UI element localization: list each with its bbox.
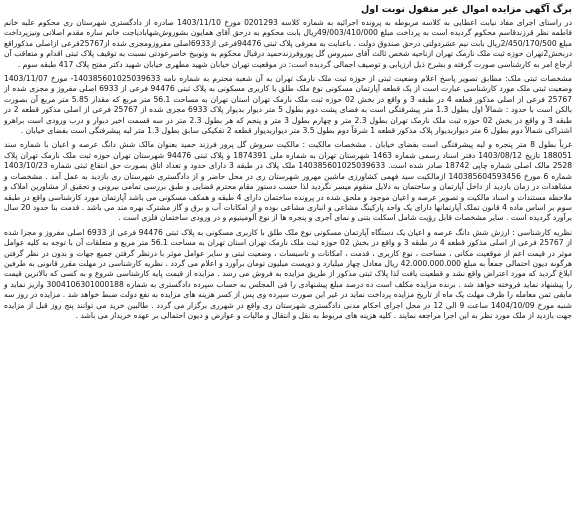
notice-paragraph: در راستای اجرای مفاد نیابت اعطایی به کلاسه مربوطه به پرونده اجرائیه به شماره کلاسه 0201293 مورخ 1403/11/10 صادره از دادگستری شهرستان ری محکوم علیه خانم فاطمه نظر قرزندقاسم محکوم گردیده است به پرداخت مبلغ 49/003/410/000ریال بابت محکوم به درحق آقای همایون بشوروش‌شهابادیاجت خانم ساره مقدم اصلانی ونیزپرداخت مبلغ 2/450/170/500ریال بابت نیم عشردولتی درحق صندوق دولت . باعنایت به معرفی پلاک ثبتی 94476فرعی از6933اصلی مفروزومجزی شده از25767فرعی ازاصلی مذکوراقع دربخش2تهران حوزه ثبت ملک نارمک تهران ازناحیه شخص ثالث آقای سیروس گل پوروفرزندحمید درقبال محکوم به وتوبیخ خاصرعودتی نسبت به توقیف پلاک ثبتی اقدام و متعاقب آن ارجاع امر به کارشناسی صورت گرفته و بشرح ذیل ارزیابی و توصیف اجمالی گردیده است: در موقعیت تهران خیابان شهید مطهری خیابان شهید دکتر مفتح پلاک 417 طبقه سوم . <box>4 18 572 69</box>
notice-paragraph: مشخصات ثبتی ملک: مطابق تصویر پاسخ اعلام وضعیت ثبتی از حوزه ثبت ملک نارمک تهران به آن شعبه محترم به شماره نامه 140385601025039633- مورخ 1403/11/07 وضعیت ثبتی ملک مورد کارشناسی عبارت است از یک قطعه آپارتمان مسکونی نوع ملک طلق با کاربری مسکونی به پلاک ثبتی 94476 فرعی از 6933 اصلی مفروز و مجزی شده از 25767 فرعی از اصلی مذکور قطعه 4 در طبقه 3 و واقع در بخش 02 حوزه ثبت ملک نارمک تهران استان تهران به مساحت 56.1 متر مربع که مقدار 5.85 متر مربع آن بصورت بالکن است با حدود : شمالاً اول بطول 1.3 متر پیشرفتگی است به فضای پشت دوم بطول 5 متر دیوار بدیوار پلاک 6933 مجزی شده از 25767 فرعی از اصلی مذکور قطعه 2 در طبقه 3 و واقع در بخش 02 حوزه ثبت ملک نارمک تهران بطول 2.3 متر و چهارم بطول 3 متر و پنجم که هر بطول 2.3 متر در سه قسمت اخیر دیوار و درب ورودی است براهرو اشتراکی شمالاً دوم بطول 6 متر دیواربدیوار پلاک مذکور قطعه 1 شرقاً دوم بطول 3.5 متر دیواربدیوار قطعه 2 تفکیکی سابق بطول 1.3 متر لبه پیشرفتگی است بفضای خیابان . <box>4 74 573 136</box>
notice-paragraph: غرباً بطول 8 متر پنجره و لبه پیشرفتگی است بفضای خیابان . مشخصات مالکیت : مالکیت سروش گل پرور فرزند حمید بعنوان مالک شش دانگ عرصه و اعیان با شماره سند 188051 تاریخ 1403/08/12 دفتر اسناد رسمی شماره 1463 شهرستان تهران به شماره ملی 1874391 و پلاک ثبتی 94476 شهرستان تهران حوزه ثبت ملک نارمک تهران پلاک 2528 مالک اصلی شماره چاپی 18742 صادر شده است. 140385601025039633 ملک پلاک در طبقه 3 دارای حدود و تعداد اتاق بصورت حق انتفاع ثبتی شماره 1403/10/23 شماره 6 مورخ 140385604593456 ازمالکیت سید فهمی کشاورزی ماشین مهرور شهرستان ری در محل حاضر و از دادگستری شهرستان ری بازدید به عمل آمد . مشخصات و مشاهدات در زمان بازدید از داخل آپارتمان و ساختمان به دلایل منقوم میسر نگردید لذا حسب دستور مقام محترم قضایی و طبق بررسی تمامی بیرونی و تحقیق از مشاورین املاک و ملاحظه مستندات و اسناد مالکیت و تصویر عرصه و اعیان موجود و ملحق شده در پرونده ساختمان دارای 4 طبقه و همکف مسکونی می باشد آپارتمان مورد کارشناسی واقع در طبقه سوم بر اساس ماده 4 قانون تملک آپارتمانها دارای یک واحد پارکینگ مشاعی و انباری مشاعی بوده و از امکانات آب و برق و گاز مشترک بهره مند می باشد . قدمت بنا حدود 20 سال برآورد گردیده است . سایر مشخصات قابل رؤیت شامل اسکلت بتنی و نمای آجری و پنجره ها از نوع آلومینیوم و در ورودی ساختمان فلزی است . <box>4 140 573 223</box>
notice-paragraph: نظریه کارشناسی : ارزش شش دانگ عرصه و اعیان یک دستگاه آپارتمان مسکونی نوع ملک طلق با کاربری مسکونی به پلاک ثبتی 94476 فرعی از 6933 اصلی مفروز و مجزا شده از 25767 فرعی از اصلی مذکور قطعه 4 در طبقه 3 و واقع در بخش 02 حوزه ثبت ملک نارمک تهران استان تهران به مساحت 56.1 متر مربع و متعلقات آن با توجه به کلیه عوامل موثر در قیمت اعم از موقعیت مکانی ، مساحت ، نوع کاربری ، قدمت ، امکانات و تاسیسات ، وضعیت ثبتی و سایر عوامل موثر با درنظر گرفتن جمیع جهات و بدون در نظر گرفتن هرگونه دیون احتمالی جمعاً به مبلغ 42.000.000.000 ریال معادل چهار میلیارد و دویست میلیون تومان برآورد و اعلام می گردد . نظریه کارشناسی در مهلت مقرر قانونی به طرفین ابلاغ گردید که مورد اعتراض واقع نشد و قطعیت یافت لذا پلاک ثبتی مذکور از طریق مزایده به فروش می رسد . مزایده از قیمت پایه کارشناسی شروع و به کسی که بالاترین قیمت را پیشنهاد نماید فروخته خواهد شد . برنده مزایده مکلف است ده درصد مبلغ پیشنهادی را فی المجلس به حساب سپرده دادگستری به شماره 3004106301000188 واریز نماید و مابقی ثمن معامله را ظرف مهلت یک ماه از تاریخ مزایده پرداخت نماید در غیر این صورت سپرده وی پس از کسر هزینه های مزایده به نفع دولت ضبط خواهد شد . مزایده در روز سه شنبه مورخ 1404/10/09 ساعت 9 الی 12 در محل اجرای احکام مدنی دادگستری شهرستان ری واقع در شهرری برگزار می گردد . طالبین خرید می توانند پنج روز قبل از مزایده جهت بازدید از ملک مورد نظر به این اجرا مراجعه نمایند . کلیه هزینه های مربوط به نقل و انتقال و مالیات و عوارض و دیون احتمالی بر عهده خریدار می باشد . <box>4 227 573 320</box>
notice-title: برگ آگهی مزایده اموال غیر منقول نوبت اول <box>361 4 572 15</box>
